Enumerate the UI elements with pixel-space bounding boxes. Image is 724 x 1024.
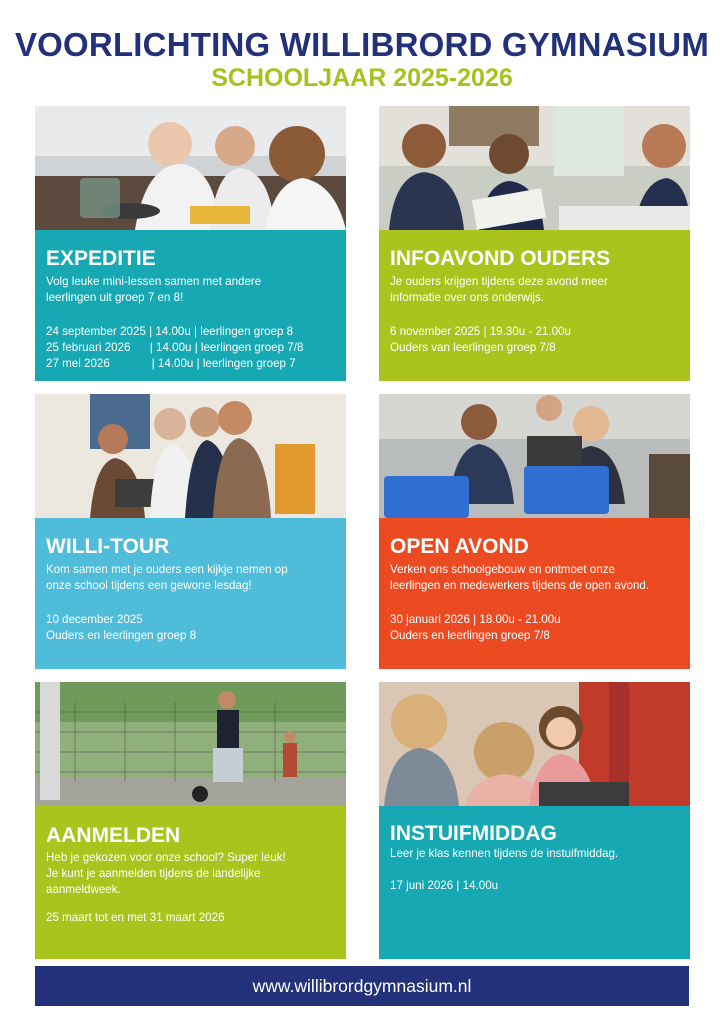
card-title: EXPEDITIE (46, 247, 156, 270)
card-panel (35, 806, 346, 959)
card-panel (35, 230, 346, 381)
photo-students-hallway (35, 394, 346, 518)
card-title: INFOAVOND OUDERS (390, 247, 611, 270)
card-infoavond-ouders (379, 106, 690, 381)
photo-science-lesson (35, 106, 346, 230)
photo-football-field (35, 682, 346, 806)
photo-students-laptops (379, 394, 690, 518)
card-title: INSTUIFMIDDAG (390, 822, 557, 845)
photo-girls-smiling (379, 682, 690, 806)
card-dates: 17 juni 2026 | 14.00u (390, 879, 499, 892)
card-description: Leer je klas kennen tijdens de instuifmiddag. (390, 847, 619, 860)
card-dates: 6 november 2025 | 19.30u - 21.00u Ouders van leerlingen groep 7/8 (390, 325, 571, 354)
card-description: Verken ons schoolgebouw en ontmoet onze leerlingen en medewerkers tijdens de open avond. (390, 563, 650, 592)
website-url-bar[interactable] (35, 966, 689, 1006)
card-open-avond (379, 394, 690, 669)
page-title: VOORLICHTING WILLIBRORD GYMNASIUM (14, 26, 710, 63)
card-description: Kom samen met je ouders een kijkje nemen op onze school tijdens een gewone lesdag! (46, 563, 288, 592)
card-panel (379, 230, 690, 381)
card-title: OPEN AVOND (390, 535, 529, 558)
card-description: Heb je gekozen voor onze school? Super leuk! Je kunt je aanmelden tijdens de landelijke aanmeldweek. (46, 851, 286, 896)
card-panel (379, 518, 690, 669)
card-instuifmiddag (379, 682, 690, 959)
card-description: Volg leuke mini-lessen samen met andere leerlingen uit groep 7 en 8! (46, 275, 262, 304)
card-dates: 30 januari 2026 | 18.00u - 21.00u Ouders en leerlingen groep 7/8 (390, 613, 561, 642)
card-panel (35, 518, 346, 669)
card-dates: 25 maart tot en met 31 maart 2026 (46, 911, 225, 924)
card-willi-tour (35, 394, 346, 669)
card-aanmelden (35, 682, 346, 959)
photo-classroom-students (379, 106, 690, 230)
card-title: AANMELDEN (46, 824, 181, 847)
card-dates: 24 september 2025 | 14.00u | leerlingen groep 8 25 februari 2026 | 14.00u | leerlingen groep 7/8 27 mei 2026 | 14.00u | leerlingen groep 7 (46, 325, 304, 370)
card-panel (379, 806, 690, 959)
card-description: Je ouders krijgen tijdens deze avond meer informatie over ons onderwijs. (390, 275, 608, 304)
card-title: WILLI-TOUR (46, 535, 170, 558)
card-dates: 10 december 2025 Ouders en leerlingen groep 8 (46, 613, 197, 642)
website-url[interactable]: www.willibrordgymnasium.nl (252, 976, 472, 996)
page-subtitle: SCHOOLJAAR 2025-2026 (211, 64, 513, 92)
card-expeditie (35, 106, 346, 381)
